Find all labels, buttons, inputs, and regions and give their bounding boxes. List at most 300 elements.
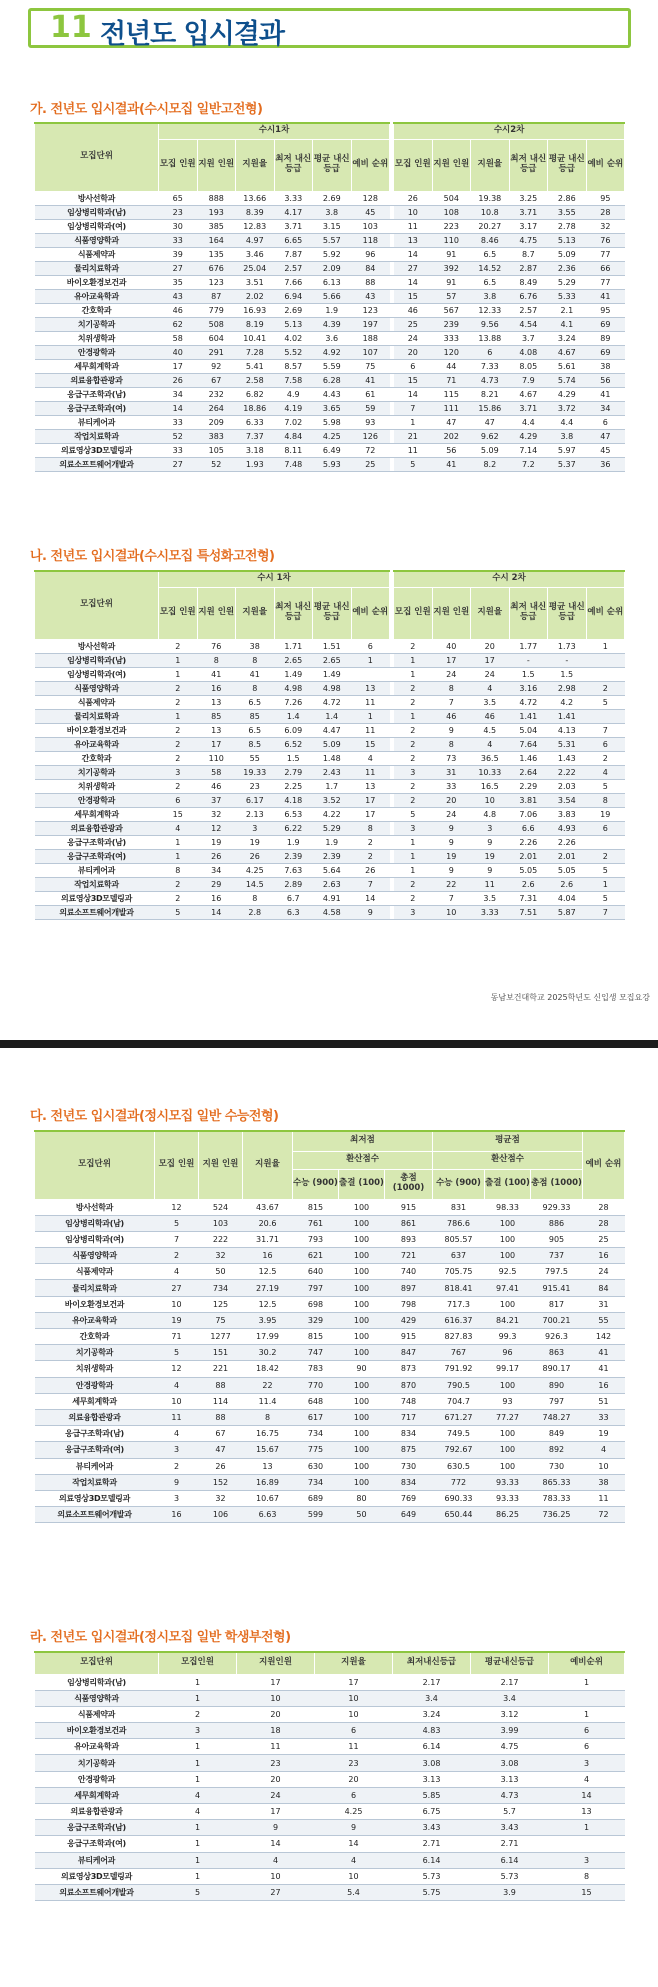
sub-header: 지원 인원 [197,587,236,639]
cell-value: 649 [385,1507,433,1523]
cell-value: 100 [485,1215,531,1231]
cell-value: 93.33 [485,1474,531,1490]
cell-value: 103 [199,1215,243,1231]
dept-name: 세무회계학과 [35,807,159,821]
cell-value: 88 [351,275,390,289]
dept-name: 임상병리학과(남) [35,1215,155,1231]
cell-value: 9 [351,905,390,919]
cell-value: 504 [432,191,471,205]
cell-value: 797 [293,1280,339,1296]
cell-value: 26 [236,849,275,863]
sub-header: 지원 인원 [432,587,471,639]
cell-value: 6 [351,639,390,653]
table-row [35,415,625,429]
cell-value: 3.71 [274,219,313,233]
cell-value: 67 [199,1426,243,1442]
cell-value: 7.28 [236,345,275,359]
cell-value: 4.02 [274,331,313,345]
cell-value: 818.41 [433,1280,485,1296]
cell-value: 748 [385,1393,433,1409]
cell-value: 27 [394,261,433,275]
cell-value: 3.43 [393,1820,471,1836]
table-row [35,331,625,345]
cell-value: 772 [433,1474,485,1490]
col-header-unit: 모집단위 [35,123,159,191]
dept-name: 의료영상3D모델링과 [35,1868,159,1884]
cell-value: 16 [197,891,236,905]
col-header: 예비순위 [549,1652,625,1674]
sub-header: 평균 내신 등급 [313,587,352,639]
cell-value: 4.91 [313,891,352,905]
cell-value: 19 [432,849,471,863]
cell-value: 9 [432,723,471,737]
table-row [35,1787,625,1803]
cell-value: 3.55 [548,205,587,219]
cell-value: 689 [293,1490,339,1506]
cell-value: 8 [197,653,236,667]
dept-name: 물리치료학과 [35,261,159,275]
cell-value: 50 [339,1507,385,1523]
cell-value: 86.25 [485,1507,531,1523]
cell-value: 264 [197,401,236,415]
cell-value: 100 [339,1474,385,1490]
cell-value: 9.62 [471,429,510,443]
cell-value: 100 [339,1296,385,1312]
table-row [35,289,625,303]
cell-value: 6 [549,1739,625,1755]
cell-value: 875 [385,1442,433,1458]
table-row [35,863,625,877]
cell-value: 43.67 [243,1199,293,1215]
dept-name: 의료소프트웨어개발과 [35,1884,159,1900]
cell-value: 3.51 [236,275,275,289]
cell-value: 890 [531,1377,583,1393]
cell-value: 17 [237,1804,315,1820]
page-divider [0,1040,658,1048]
sub-header: 예비 순위 [351,139,390,191]
cell-value: 111 [432,401,471,415]
cell-value: 3 [549,1755,625,1771]
cell-value: 2.57 [509,303,548,317]
cell-value: 2 [394,737,433,751]
cell-value: 329 [293,1312,339,1328]
cell-value: 16 [583,1248,625,1264]
section-a-title: 가. 전년도 입시결과(수시모집 일반고전형) [30,102,263,117]
cell-value: 41 [583,1361,625,1377]
cell-value: 6.65 [274,233,313,247]
cell-value: 25 [394,317,433,331]
cell-value: 55 [583,1312,625,1328]
cell-value: 734 [293,1474,339,1490]
cell-value: 40 [432,639,471,653]
cell-value: 2 [394,695,433,709]
cell-value: 5.09 [548,247,587,261]
cell-value: 10 [237,1690,315,1706]
dept-name: 응급구조학과(여) [35,1442,155,1458]
cell-value: 3.43 [471,1820,549,1836]
table-row [35,779,625,793]
table-row [35,1426,625,1442]
cell-value: 2.6 [548,877,587,891]
dept-name: 물리치료학과 [35,1280,155,1296]
cell-value: 100 [485,1377,531,1393]
cell-value: 188 [351,331,390,345]
cell-value: 4.67 [548,345,587,359]
cell-value: 2.63 [313,877,352,891]
cell-value: 7.64 [509,737,548,751]
cell-value: 793 [293,1231,339,1247]
cell-value: 27 [159,457,198,471]
cell-value: 805.57 [433,1231,485,1247]
cell-value: 5.66 [313,289,352,303]
cell-value: 8 [159,863,198,877]
cell-value: 8.39 [236,205,275,219]
cell-value: 10 [432,905,471,919]
cell-value: 32 [197,807,236,821]
cell-value: 93 [485,1393,531,1409]
dept-name: 의료영상3D모델링과 [35,443,159,457]
dept-name: 뷰티케어과 [35,863,159,877]
cell-value: 3.15 [313,219,352,233]
cell-value [586,835,625,849]
cell-value: 736.25 [531,1507,583,1523]
cell-value: 2.29 [509,779,548,793]
cell-value: 4 [159,1804,237,1820]
cell-value: 12 [197,821,236,835]
cell-value: 2.22 [548,765,587,779]
dept-name: 유아교육학과 [35,289,159,303]
cell-value: 798 [385,1296,433,1312]
cell-value: 1 [394,709,433,723]
cell-value: 3.72 [548,401,587,415]
cell-value: 10.41 [236,331,275,345]
cell-value: 2.69 [274,303,313,317]
cell-value: 85 [197,709,236,723]
cell-value: 4.98 [313,681,352,695]
dept-name: 치기공학과 [35,765,159,779]
cell-value: 10.33 [471,765,510,779]
cell-value: 24 [471,667,510,681]
cell-value: 97.41 [485,1280,531,1296]
cell-value: 3 [159,1723,237,1739]
cell-value: 91 [432,275,471,289]
cell-value: 26 [159,373,198,387]
cell-value: 5.85 [393,1787,471,1803]
cell-value: 5.33 [548,289,587,303]
cell-value: 905 [531,1231,583,1247]
cell-value: 849 [531,1426,583,1442]
cell-value: 3.08 [471,1755,549,1771]
cell-value: 783 [293,1361,339,1377]
cell-value: 4.72 [313,695,352,709]
cell-value: 37 [197,793,236,807]
cell-value: 27.19 [243,1280,293,1296]
sub-header: 모집 인원 [159,139,198,191]
cell-value: 3.8 [471,289,510,303]
cell-value: 4.83 [393,1723,471,1739]
cell-value: 5.52 [274,345,313,359]
cell-value: 5.41 [236,359,275,373]
cell-value: 8 [432,681,471,695]
cell-value: 2 [394,751,433,765]
cell-value: 892 [531,1442,583,1458]
cell-value: 630.5 [433,1458,485,1474]
sub-header: 총점 (1000) [385,1169,433,1199]
cell-value: 5.92 [313,247,352,261]
sub-header: 수능 (900) [293,1169,339,1199]
dept-name: 세무회계학과 [35,1393,155,1409]
cell-value: 23 [237,1755,315,1771]
cell-value: 2 [394,891,433,905]
cell-value: 5.98 [313,415,352,429]
col-header-recruit: 모집 인원 [155,1131,199,1199]
cell-value: 45 [586,443,625,457]
cell-value: 56 [432,443,471,457]
cell-value: 3 [236,821,275,835]
cell-value: 4.13 [548,723,587,737]
cell-value: 6.09 [274,723,313,737]
cell-value: 2.79 [274,765,313,779]
cell-value: 10.67 [243,1490,293,1506]
cell-value: 3.65 [313,401,352,415]
cell-value: 61 [351,387,390,401]
cell-value: 100 [485,1248,531,1264]
cell-value: 106 [199,1507,243,1523]
cell-value: 671.27 [433,1409,485,1425]
cell-value: 4 [549,1771,625,1787]
dept-name: 치위생학과 [35,331,159,345]
cell-value: 46 [197,779,236,793]
dept-name: 응급구조학과(여) [35,849,159,863]
sub-header: 예비 순위 [586,587,625,639]
cell-value: 98.33 [485,1199,531,1215]
cell-value: 567 [432,303,471,317]
cell-value: 5.74 [548,373,587,387]
cell-value: 7.37 [236,429,275,443]
cell-value: 10 [315,1868,393,1884]
cell-value: 1.49 [274,667,313,681]
cell-value: 105 [197,443,236,457]
cell-value: 11 [315,1739,393,1755]
cell-value: 6.13 [313,275,352,289]
sub-header: 출결 (100) [485,1169,531,1199]
cell-value: 2 [155,1248,199,1264]
cell-value: 2.39 [313,849,352,863]
cell-value: 2 [394,639,433,653]
dept-name: 의료소프트웨어개발과 [35,457,159,471]
cell-value: 3.99 [471,1723,549,1739]
dept-name: 바이오환경보건과 [35,723,159,737]
cell-value: 28 [583,1199,625,1215]
cell-value: 16 [197,681,236,695]
sub-header: 평균 내신 등급 [548,139,587,191]
cell-value: 779 [197,303,236,317]
dept-name: 응급구조학과(여) [35,1836,159,1852]
table-row [35,1329,625,1345]
cell-value: 115 [432,387,471,401]
cell-value: 3.33 [274,191,313,205]
cell-value: 5.73 [471,1868,549,1884]
cell-value: 84 [583,1280,625,1296]
cell-value: 239 [432,317,471,331]
cell-value: 19 [155,1312,199,1328]
cell-value: 2.65 [313,653,352,667]
cell-value: 4.29 [509,429,548,443]
dept-name: 응급구조학과(남) [35,835,159,849]
dept-name: 임상병리학과(남) [35,1674,159,1690]
cell-value: 4 [159,1787,237,1803]
cell-value: 705.75 [433,1264,485,1280]
table-row [35,681,625,695]
cell-value: 15 [351,737,390,751]
cell-value: 7.33 [471,359,510,373]
cell-value: 915 [385,1199,433,1215]
cell-value: 6.3 [274,905,313,919]
cell-value: 76 [586,233,625,247]
table-row [35,1345,625,1361]
cell-value: 9 [471,835,510,849]
cell-value: 3.8 [548,429,587,443]
cell-value: 17 [351,807,390,821]
cell-value: 775 [293,1442,339,1458]
cell-value: 1.4 [313,709,352,723]
table-row [35,247,625,261]
cell-value: 2 [159,891,198,905]
dept-name: 물리치료학과 [35,709,159,723]
cell-value: 7.31 [509,891,548,905]
cell-value [351,667,390,681]
cell-value: 128 [351,191,390,205]
cell-value: 10 [237,1868,315,1884]
cell-value: 3.18 [236,443,275,457]
cell-value: 22 [243,1377,293,1393]
dept-name: 의료영상3D모델링과 [35,891,159,905]
cell-value: 2.01 [548,849,587,863]
cell-value: 4 [471,681,510,695]
cell-value: 831 [433,1199,485,1215]
cell-value: 20.27 [471,219,510,233]
cell-value: 650.44 [433,1507,485,1523]
cell-value: 71 [155,1329,199,1345]
cell-value: 92 [197,359,236,373]
cell-value: 621 [293,1248,339,1264]
cell-value: 8.05 [509,359,548,373]
cell-value: 637 [433,1248,485,1264]
cell-value: 3.5 [471,891,510,905]
cell-value: 2.26 [548,835,587,849]
cell-value: 740 [385,1264,433,1280]
cell-value: 16.75 [243,1426,293,1442]
cell-value: 15 [394,373,433,387]
cell-value: 2.03 [548,779,587,793]
cell-value: 33 [583,1409,625,1425]
cell-value: 2 [155,1458,199,1474]
cell-value: 3 [394,765,433,779]
sub-header: 지원율 [236,587,275,639]
cell-value: 34 [159,387,198,401]
dept-name: 바이오환경보건과 [35,1296,155,1312]
table-susi-vocational [34,570,625,920]
cell-value: 46 [471,709,510,723]
cell-value: 508 [197,317,236,331]
dept-name: 응급구조학과(남) [35,1820,159,1836]
cell-value: 730 [385,1458,433,1474]
cell-value: 2.25 [274,779,313,793]
table-row [35,1474,625,1490]
cell-value: 4.67 [509,387,548,401]
cell-value: 46 [432,709,471,723]
cell-value: 4.92 [313,345,352,359]
cell-value: 3 [155,1490,199,1506]
cell-value: 676 [197,261,236,275]
cell-value: 926.3 [531,1329,583,1345]
cell-value: 2 [159,737,198,751]
cell-value: 16 [583,1377,625,1393]
table-row [35,737,625,751]
cell-value: 929.33 [531,1199,583,1215]
sub-header: 지원 인원 [197,139,236,191]
cell-value: 1.9 [274,835,313,849]
cell-value: - [548,653,587,667]
cell-value: 13 [197,723,236,737]
cell-value: 769 [385,1490,433,1506]
cell-value: 3.71 [509,401,548,415]
cell-value: 3 [394,905,433,919]
cell-value: 100 [339,1199,385,1215]
cell-value: 6.14 [393,1852,471,1868]
cell-value: 5 [394,457,433,471]
cell-value: 100 [339,1426,385,1442]
cell-value: 3.6 [313,331,352,345]
cell-value: 93 [351,415,390,429]
cell-value: 100 [339,1280,385,1296]
cell-value: 4.73 [471,1787,549,1803]
cell-value: 8.2 [471,457,510,471]
cell-value: 3.95 [243,1312,293,1328]
cell-value: 17 [351,793,390,807]
table-row [35,359,625,373]
cell-value: 4.97 [236,233,275,247]
cell-value: 6 [586,415,625,429]
cell-value: 2.87 [509,261,548,275]
cell-value: 1.48 [313,751,352,765]
cell-value: 14.5 [236,877,275,891]
cell-value: 10 [155,1296,199,1312]
sub-header: 예비 순위 [586,139,625,191]
page-title: 전년도 입시결과 [100,19,284,50]
cell-value: 4.29 [548,387,587,401]
dept-name: 방사선학과 [35,1199,155,1215]
cell-value: 93.33 [485,1490,531,1506]
cell-value: 1.49 [313,667,352,681]
cell-value: 3.83 [548,807,587,821]
cell-value: 6 [586,737,625,751]
cell-value: 52 [197,457,236,471]
cell-value: 14 [159,401,198,415]
cell-value: 26 [199,1458,243,1474]
cell-value: 14 [549,1787,625,1803]
cell-value: 1.41 [509,709,548,723]
table-row [35,1490,625,1506]
cell-value: 232 [197,387,236,401]
cell-value: 5.31 [548,737,587,751]
cell-value: 17 [159,359,198,373]
cell-value: 33 [432,779,471,793]
cell-value: 4.43 [313,387,352,401]
cell-value: 1 [586,639,625,653]
cell-value: 41 [586,387,625,401]
cell-value: 792.67 [433,1442,485,1458]
